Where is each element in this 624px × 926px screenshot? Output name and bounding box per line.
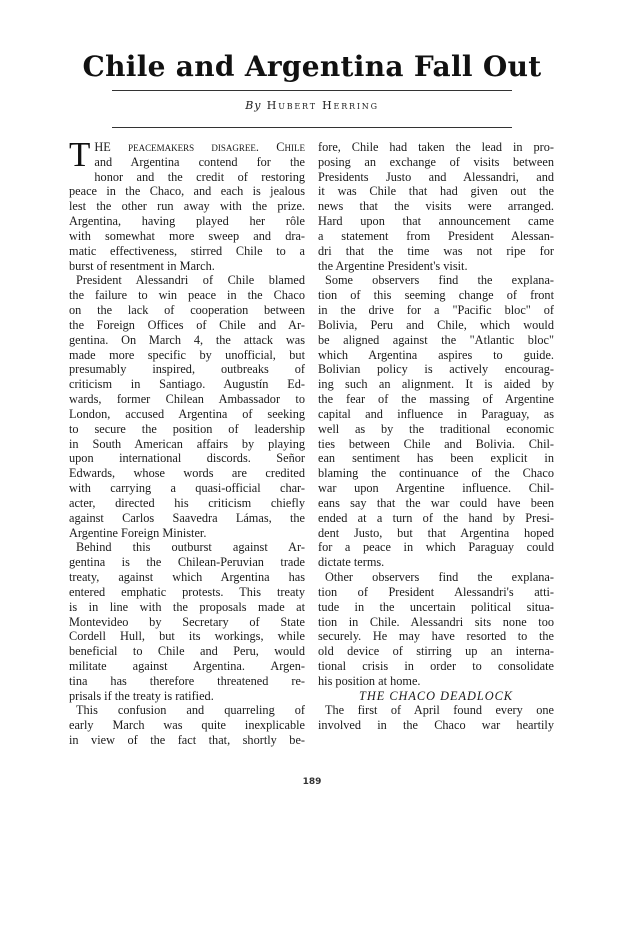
text-line: HE peacemakers disagree. Chile xyxy=(94,140,305,154)
text-line: early March was quite inexplicable xyxy=(69,718,305,733)
text-line: which Argentina aspires to guide. xyxy=(318,347,554,362)
text-line: Edwards, whose words are credited xyxy=(69,466,305,481)
text-line: is in line with the proposals made at xyxy=(69,599,305,614)
article-title: Chile and Argentina Fall Out xyxy=(82,50,542,83)
text-line: the failure to win peace in the Chaco xyxy=(69,288,305,303)
text-line: Bolivia, Peru and Chile, which would xyxy=(318,317,554,332)
byline-rule xyxy=(112,127,512,128)
text-line: tude in the uncertain political situa- xyxy=(318,599,554,614)
text-line: with carrying a quasi-official char- xyxy=(69,481,305,496)
text-line: upon international discords. Señor xyxy=(69,451,305,466)
text-line: dictate terms. xyxy=(318,555,385,570)
text-line: London, accused Argentina of seeking xyxy=(69,406,305,421)
text-line: old device of stirring up an interna- xyxy=(318,644,554,659)
text-line: criticism in Santiago. Augustín Ed- xyxy=(69,377,305,392)
text-line: Other observers find the explana- xyxy=(325,570,554,585)
text-line: it was Chile that had given out the xyxy=(318,184,554,199)
text-line: the fear of the massing of Argentine xyxy=(318,392,554,407)
text-line: treaty, against which Argentina has xyxy=(69,570,305,585)
text-line: tina has therefore threatened re- xyxy=(69,673,305,688)
text-line: the Argentine President's visit. xyxy=(318,258,468,273)
text-line: news that the visits were arranged. xyxy=(318,199,554,214)
text-line: made more specific by unofficial, but xyxy=(69,347,305,362)
text-line: ended at a turn of the hand by Presi- xyxy=(318,510,554,525)
text-line: dri that the time was not ripe for xyxy=(318,243,554,258)
text-line: in South American affairs by playing xyxy=(69,436,305,451)
text-line: honor and the credit of restoring xyxy=(94,169,305,184)
left-column xyxy=(69,135,305,748)
section-subhead: THE CHACO DEADLOCK xyxy=(359,688,513,703)
text-line: gentina is the Chilean-Peruvian trade xyxy=(69,555,305,570)
text-line: dent Justo, but that Argentina hoped xyxy=(318,525,554,540)
text-line: be aligned against the "Atlantic bloc" xyxy=(318,332,554,347)
text-line: wards, former Chilean Ambassador to xyxy=(69,392,305,407)
text-line: ean sentiment has been explicit in xyxy=(318,451,554,466)
text-line: involved in the Chaco war heartily xyxy=(318,718,554,733)
text-line: Argentine Foreign Minister. xyxy=(69,525,207,540)
right-column xyxy=(318,140,554,733)
text-line: war upon Argentine influence. Chil- xyxy=(318,481,554,496)
text-line: President Alessandri of Chile blamed xyxy=(76,273,305,288)
text-line: to secure the position of leadership xyxy=(69,421,305,436)
text-line: fore, Chile had taken the lead in pro- xyxy=(318,140,554,154)
text-line: tion of this seeming change of front xyxy=(318,288,554,303)
text-line: tion in Chile. Alessandri sits none too xyxy=(318,614,554,629)
text-line: well as by the traditional economic xyxy=(318,421,554,436)
text-line: tional crisis in order to consolidate xyxy=(318,658,554,673)
text-line: Argentina, having played her rôle xyxy=(69,214,305,229)
text-line: Hard upon that announcement came xyxy=(318,214,554,229)
text-line: capital and influence in Paraguay, as xyxy=(318,406,554,421)
page-number: 189 xyxy=(302,777,322,787)
text-line: acter, directed his criticism chiefly xyxy=(69,495,305,510)
author-name: Hubert Herring xyxy=(266,99,379,112)
title-rule xyxy=(112,90,512,91)
text-line: blaming the continuance of the Chaco xyxy=(318,466,554,481)
text-line: Montevideo by Secretary of State xyxy=(69,614,305,629)
text-line: a statement from President Alessan- xyxy=(318,228,554,243)
text-line: on the lack of cooperation between xyxy=(69,303,305,318)
text-line: his position at home. xyxy=(318,673,421,688)
text-line: matic effectiveness, stirred Chile to a xyxy=(69,243,305,258)
byline xyxy=(0,99,624,112)
text-line: presumably inspired, outbreaks of xyxy=(69,362,305,377)
text-line: ing such an alignment. It is aided by xyxy=(318,377,554,392)
text-line: and Argentina contend for the xyxy=(94,154,305,169)
text-line: with somewhat more sweep and dra- xyxy=(69,228,305,243)
text-line: tion of President Alessandri's atti- xyxy=(318,584,554,599)
text-line: ties between Chile and Bolivia. Chil- xyxy=(318,436,554,451)
text-line: beneficial to Chile and Peru, would xyxy=(69,644,305,659)
text-line: securely. He may have resorted to the xyxy=(318,629,554,644)
text-line: against Carlos Saavedra Lámas, the xyxy=(69,510,305,525)
text-line: burst of resentment in March. xyxy=(69,258,215,273)
text-line: Presidents Justo and Alessandri, and xyxy=(318,169,554,184)
text-line: the Foreign Offices of Chile and Ar- xyxy=(69,317,305,332)
text-line: eans say that the war could have been xyxy=(318,495,554,510)
text-line: Bolivian policy is actively encourag- xyxy=(318,362,554,377)
text-line: gentina. On March 4, the attack was xyxy=(69,332,305,347)
text-line: lest the other run away with the prize. xyxy=(69,199,305,214)
text-line: Cordell Hull, but its workings, while xyxy=(69,629,305,644)
text-line: militate against Argentina. Argen- xyxy=(69,658,305,673)
text-line: This confusion and quarreling of xyxy=(76,703,305,718)
drop-cap: T xyxy=(69,135,91,174)
text-line: prisals if the treaty is ratified. xyxy=(69,688,214,703)
text-line: Some observers find the explana- xyxy=(325,273,554,288)
text-line: for a peace in which Paraguay could xyxy=(318,540,554,555)
text-line: entered emphatic protests. This treaty xyxy=(69,584,305,599)
text-line: in view of the fact that, shortly be- xyxy=(69,733,305,748)
text-line: peace in the Chaco, and each is jealous xyxy=(69,184,305,199)
text-line: posing an exchange of visits between xyxy=(318,154,554,169)
text-line: in the drive for a "Pacific bloc" of xyxy=(318,303,554,318)
text-line: Behind this outburst against Ar- xyxy=(76,540,305,555)
byline-prefix: By xyxy=(245,99,262,112)
text-line: The first of April found every one xyxy=(325,703,554,718)
